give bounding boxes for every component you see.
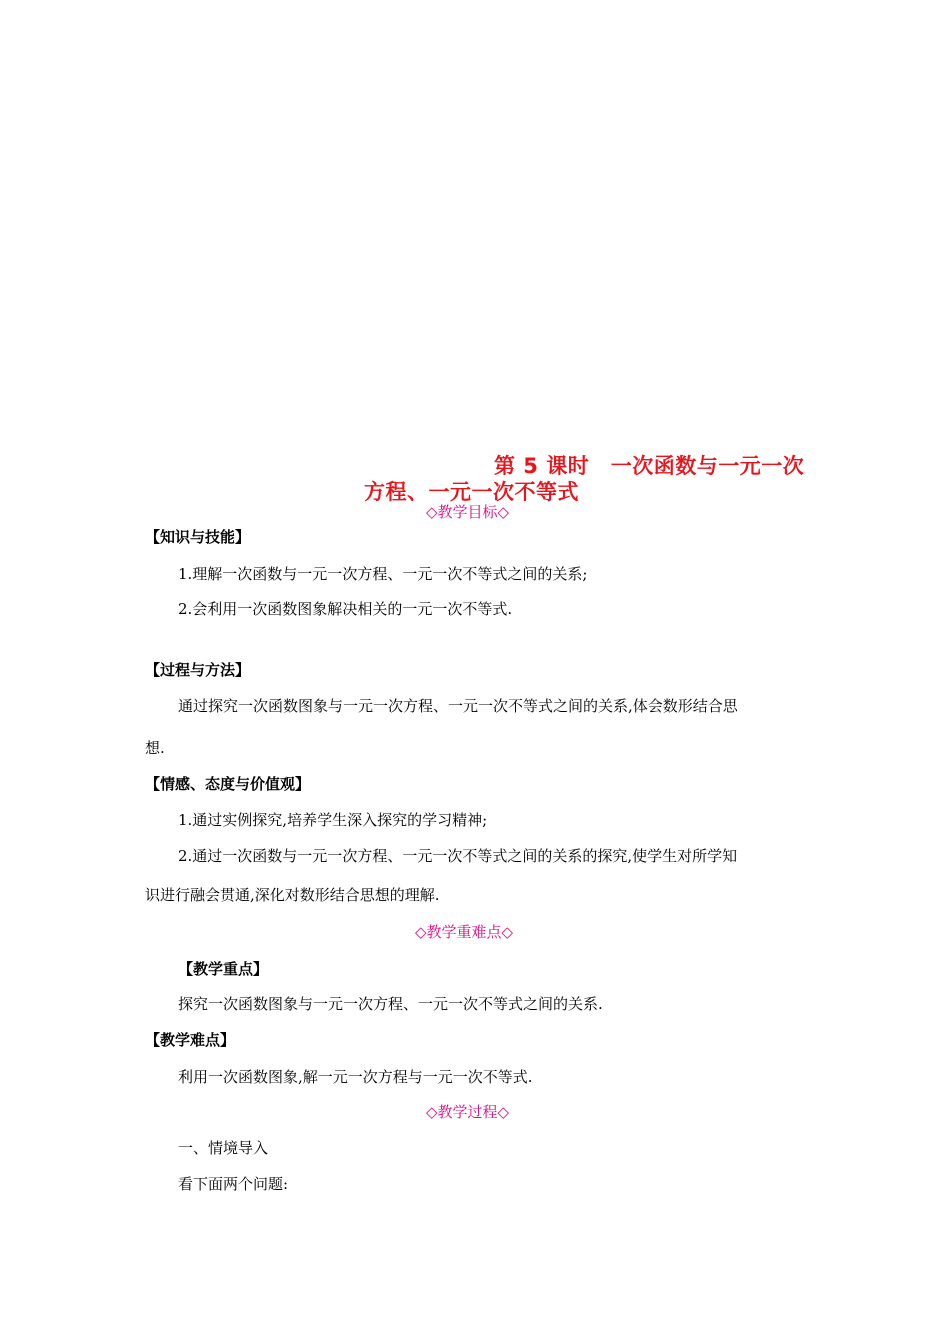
knowledge-item-2: 2.会利用一次函数图象解决相关的一元一次不等式. (178, 600, 513, 618)
section-heading-keypoints: ◇教学重难点◇ (415, 923, 514, 941)
difficult-point-heading: 【教学难点】 (145, 1031, 236, 1049)
knowledge-skills-heading: 【知识与技能】 (145, 528, 251, 546)
process-text-line1: 通过探究一次函数图象与一元一次方程、一元一次不等式之间的关系,体会数形结合思 (178, 697, 738, 715)
emotion-item-2-line1: 2.通过一次函数与一元一次方程、一元一次不等式之间的关系的探究,使学生对所学知 (178, 847, 738, 865)
intro-heading: 一、情境导入 (178, 1139, 269, 1157)
knowledge-item-1: 1.理解一次函数与一元一次方程、一元一次不等式之间的关系; (178, 565, 588, 583)
difficult-point-text: 利用一次函数图象,解一元一次方程与一元一次不等式. (178, 1068, 533, 1086)
lesson-title-line1: 第 5 课时 一次函数与一元一次 (494, 454, 805, 478)
emotion-item-2-line2: 识进行融会贯通,深化对数形结合思想的理解. (145, 886, 440, 904)
intro-text: 看下面两个问题: (178, 1175, 289, 1193)
lesson-title-line2: 方程、一元一次不等式 (364, 480, 579, 504)
emotion-attitude-heading: 【情感、态度与价值观】 (145, 775, 311, 793)
key-point-heading: 【教学重点】 (178, 960, 269, 978)
process-method-heading: 【过程与方法】 (145, 661, 251, 679)
emotion-item-1: 1.通过实例探究,培养学生深入探究的学习精神; (178, 811, 488, 829)
section-heading-process: ◇教学过程◇ (426, 1103, 510, 1121)
key-point-text: 探究一次函数图象与一元一次方程、一元一次不等式之间的关系. (178, 995, 603, 1013)
process-text-line2: 想. (145, 739, 165, 757)
section-heading-goals: ◇教学目标◇ (426, 503, 510, 521)
